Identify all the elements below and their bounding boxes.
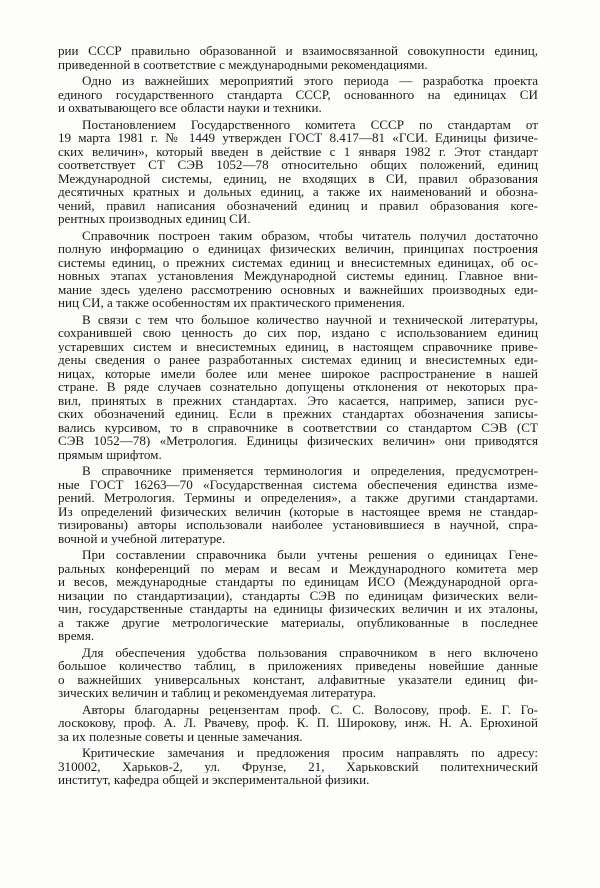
text-line: ских обозначений единиц. Если в прежних стандартах обозначения записы- <box>58 407 538 421</box>
text-line: Постановлением Государственного комитета СССР по стандартам от <box>82 117 538 131</box>
text-line: а также другие метрологические материалы, опубликованные в последнее <box>58 615 538 629</box>
text-line: единого государственного стандарта СССР, основанного на единицах СИ <box>58 87 538 101</box>
paragraph <box>58 646 538 700</box>
text-line: Международной системы, единиц, не входящих в СИ, правил образования <box>58 171 538 185</box>
text-line: При составлении справочника были учтены решения о единицах Гене- <box>82 548 538 562</box>
text-line: десятичных кратных и дольных единиц, а также их наименований и обозна- <box>58 185 538 199</box>
text-line: за их полезные советы и ценные замечания. <box>58 729 303 743</box>
text-line: стране. В ряде случаев сознательно допущены отклонения от некоторых пра- <box>58 380 538 394</box>
text-line: Из определений физических величин (которые в настоящее время не стандар- <box>58 504 538 518</box>
text-line: мание здесь уделено рассмотрению основных и важнейших производных еди- <box>58 282 538 296</box>
text-line: новных этапах установления Международной системы единиц. Главное вни- <box>58 269 538 283</box>
paragraph <box>58 44 538 71</box>
text-line: СЭВ 1052—78) «Метрология. Единицы физических величин» они приводятся <box>58 434 538 448</box>
text-line: Для обеспечения удобства пользования справочником в него включено <box>82 645 538 659</box>
text-line: рии СССР правильно образованной и взаимосвязанной совокупности единиц, <box>58 44 538 58</box>
text-line: ральных конференций по мерам и весам и Международного комитета мер <box>58 561 538 575</box>
text-line: чений, правил написания обозначений единиц и правил образования коге- <box>58 198 538 212</box>
text-line: прямым шрифтом. <box>58 447 162 461</box>
text-line: чин, государственные стандарты на единицы физических величин и их эталоны, <box>58 602 538 616</box>
text-line: Справочник построен таким образом, чтобы читатель получил достаточно <box>82 228 538 242</box>
text-line: Критические замечания и предложения просим направлять по адресу: <box>82 746 538 760</box>
text-line: ницах, которые имели более или менее широкое распространение в нашей <box>58 366 538 380</box>
text-line: вочной и учебной литературе. <box>58 531 226 545</box>
text-line: 19 марта 1981 г. № 1449 утвержден ГОСТ 8.417—81 «ГСИ. Единицы физиче- <box>58 131 538 145</box>
text-line: ниц СИ, а также особенностям их практического применения. <box>58 296 406 310</box>
paragraph <box>58 746 538 787</box>
paragraph <box>58 703 538 744</box>
text-line: и охватывающего все области науки и техники. <box>58 101 322 115</box>
text-line: системы единиц, о прежних системах единиц и внесистемных единицах, об ос- <box>58 255 538 269</box>
text-line: дены сведения о ранее разработанных системах единиц и внесистемных еди- <box>58 353 538 367</box>
text-line: институт, кафедра общей и экспериментальной физики. <box>58 773 370 787</box>
paragraph <box>58 548 538 643</box>
text-line: ских величин», который введен в действие с 1 января 1982 г. Этот стандарт <box>58 144 538 158</box>
text-line: тизированы) авторы использовали наиболее установившиеся в научной, спра- <box>58 518 538 532</box>
paragraph <box>58 229 538 310</box>
text-line: время. <box>58 629 95 643</box>
text-line: соответствует СТ СЭВ 1052—78 относительно общих положений, единиц <box>58 158 538 172</box>
paragraph <box>58 74 538 115</box>
text-line: и весов, международные стандарты по единицам ИСО (Международной орга- <box>58 575 538 589</box>
text-line: Авторы благодарны рецензентам проф. С. С. Волосову, проф. Е. Г. Го- <box>82 702 538 716</box>
text-line: приведенной в соответствие с международными рекомендациями. <box>58 57 428 71</box>
text-line: сохранившей свою ценность до сих пор, издано с использованием единиц <box>58 326 538 340</box>
text-line: устаревших систем и внесистемных единиц, в настоящем справочнике приве- <box>58 339 538 353</box>
text-line: рений. Метрология. Термины и определения», а также другими стандартами. <box>58 491 538 505</box>
text-line: низации по стандартизации), стандарты СЭВ по единицам физических вели- <box>58 588 538 602</box>
paragraph <box>58 464 538 545</box>
paragraph <box>58 313 538 462</box>
text-body <box>58 44 538 787</box>
text-line: большое количество таблиц, в приложениях приведены новейшие данные <box>58 659 538 673</box>
text-line: Одно из важнейших мероприятий этого периода — разработка проекта <box>82 74 538 88</box>
text-line: рентных производных единиц СИ. <box>58 212 251 226</box>
text-line: зических величин и таблиц и рекомендуемая литература. <box>58 686 377 700</box>
text-line: В связи с тем что большое количество научной и технической литературы, <box>82 312 538 326</box>
text-line: о важнейших универсальных констант, алфавитные указатели единиц фи- <box>58 672 538 686</box>
text-line: вались курсивом, то в справочнике в соответствии со стандартом СЭВ (СТ <box>58 420 538 434</box>
text-line: лоскокову, проф. А. Л. Рвачеву, проф. К. П. Широкову, инж. Н. А. Ерюхиной <box>58 716 538 730</box>
text-line: ные ГОСТ 16263—70 «Государственная система обеспечения единства изме- <box>58 477 538 491</box>
text-line: полную информацию о единицах физических величин, принципах построения <box>58 242 538 256</box>
text-line: вил, принятых в прежних стандартах. Это касается, например, записи рус- <box>58 393 538 407</box>
text-line: В справочнике применяется терминология и определения, предусмотрен- <box>82 464 538 478</box>
paragraph <box>58 118 538 226</box>
text-line: 310002, Харьков-2, ул. Фрунзе, 21, Харьковский политехнический <box>58 759 538 773</box>
